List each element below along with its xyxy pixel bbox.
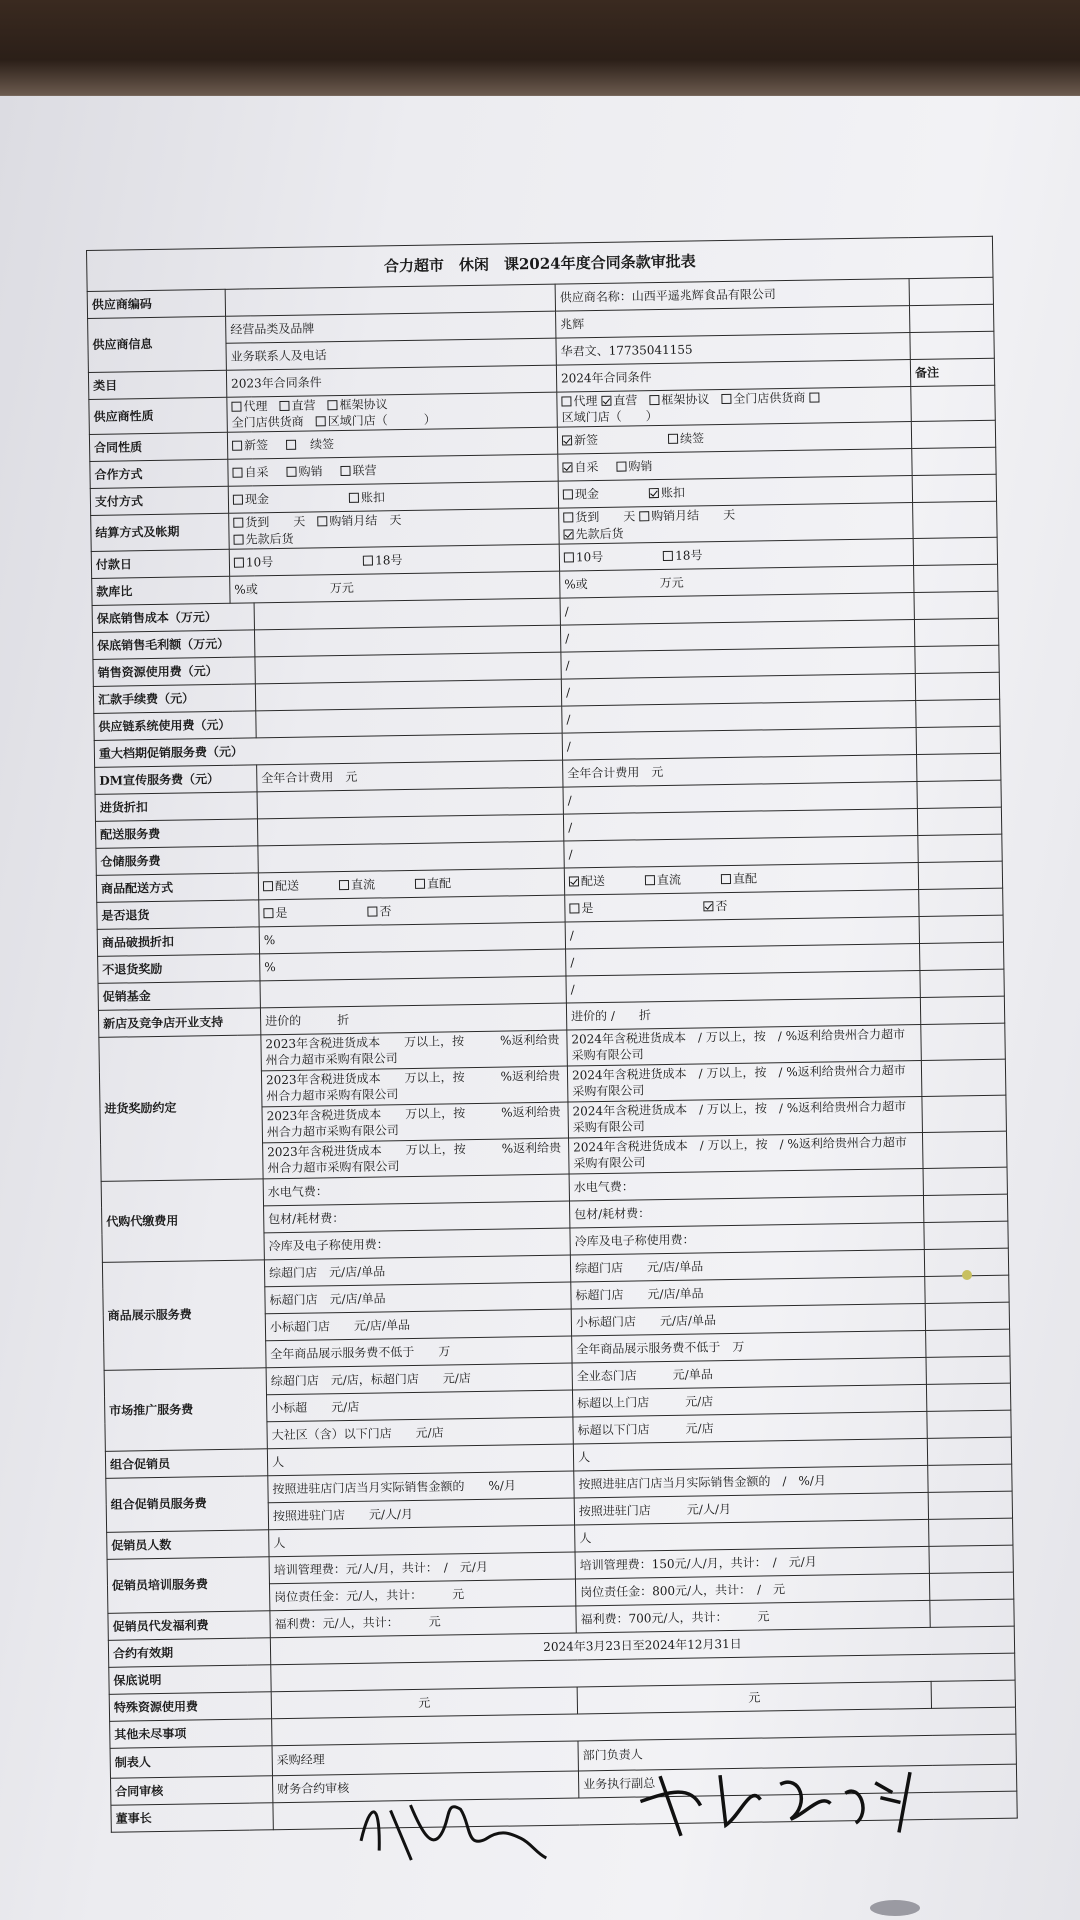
agency-utility: 水电气费： (263, 1174, 569, 1206)
label-category-brand: 经营品类及品牌 (226, 311, 556, 343)
reward-2024: 2024年含税进货成本 / 万以上，按 / %返利给贵州合力超市采购有限公司 (567, 1060, 922, 1102)
checkbox[interactable] (279, 401, 289, 411)
slash: / (566, 943, 920, 976)
display-2023: 小标超门店 元/店/单品 (265, 1309, 571, 1341)
signature-purchase (350, 1778, 561, 1871)
approval-form (86, 236, 1017, 1880)
label-contract-review: 合同审核 (111, 1776, 273, 1806)
label-training: 促销员培训服务费 (107, 1557, 270, 1614)
reward-2024: 2024年含税进货成本 / 万以上，按 / %返利给贵州合力超市采购有限公司 (569, 1132, 924, 1174)
market-2024: 标超以下门店 元/店 (573, 1411, 927, 1444)
label-purchase-discount: 进货折扣 (95, 792, 257, 822)
welfare-2023: 福利费：元/人，共计： 元 (270, 1606, 576, 1638)
market-2023: 综超门店 元/店，标超门店 元/店 (266, 1363, 572, 1395)
label-valid: 合约有效期 (108, 1638, 270, 1668)
slash: / (561, 646, 915, 679)
reward-2024: 2024年含税进货成本 / 万以上，按 / %返利给贵州合力超市采购有限公司 (568, 1096, 923, 1138)
label-promoter-count: 促销员人数 (107, 1530, 269, 1560)
agency-packing: 包材/耗材费： (569, 1195, 923, 1228)
slash: / (563, 808, 917, 841)
slash: / (560, 592, 914, 625)
label-remit-fee: 汇款手续费（元） (93, 684, 255, 714)
checkbox[interactable] (286, 440, 296, 450)
combo-fee-2024: 按照进驻店门店当月实际销售金额的 / %/月 (574, 1465, 928, 1498)
person: 人 (267, 1444, 573, 1476)
combo-fee-2024: 按照进驻门店 元/人/月 (574, 1492, 928, 1525)
checkbox-checked[interactable] (562, 463, 572, 473)
label-returnable: 是否退货 (97, 900, 259, 930)
slash: / (560, 619, 914, 652)
checkbox[interactable] (286, 467, 296, 477)
slash: / (562, 700, 916, 733)
label-festival-promo: 重大档期促销服务费（元） (94, 733, 562, 767)
checkbox-checked[interactable] (703, 901, 713, 911)
checkbox[interactable] (340, 466, 350, 476)
checkbox[interactable] (367, 906, 377, 916)
checkbox[interactable] (721, 874, 731, 884)
label-guaranteed-cost: 保底销售成本（万元） (92, 603, 254, 633)
ink-blot (870, 1900, 920, 1916)
agency-utility: 水电气费： (569, 1168, 923, 1201)
checkbox[interactable] (232, 441, 242, 451)
checkbox[interactable] (317, 517, 327, 527)
label-promo-fund: 促销基金 (98, 981, 260, 1011)
combo-fee-2023: 按照进驻店门店当月实际销售金额的 %/月 (268, 1471, 574, 1503)
person: 人 (575, 1519, 929, 1552)
checkbox-checked[interactable] (569, 876, 579, 886)
ink-blot (962, 1270, 972, 1280)
label-nature: 供应商性质 (89, 397, 228, 435)
checkbox[interactable] (569, 903, 579, 913)
label-board: 董事长 (111, 1803, 273, 1833)
label-coop: 合作方式 (90, 460, 228, 489)
supplier-name: 供应商名称：山西平遥兆辉食品有限公司 (555, 279, 909, 312)
checkbox[interactable] (234, 557, 244, 567)
form-table: 合力超市 休闲 课2024年度合同条款审批表 供应商编码 供应商名称：山西平遥兆辉食品有限公司 供应商信息 经营品类及品牌 兆辉 业务联系人及电话 华君文、17735041155 类目 2023年合同条件 2024年合同条件 备注 供应商性质 代理 直营 框架协议 全门店供货商 区域门店（ ） 代理 直营 框架协议 全门店供货商 区域门店（ ） 合同性质 新签 续签 新签 续签 合作方式 自采 购销 联营 自采 购销 支付方式 现金 账扣 现金 账扣 结算方式及帐期 货到 天 购销月结 天 先款后货 货到 天 购销月结 天 先款后货 付款日 10号 18号 10号 18号 款库比 %或 万元 %或 万元 保底销售成本（万元） / 保底销售毛利额（万元） / 销售资源使用费（元） / 汇款手续费（元） / 供应链系统使用费（元） / 重大档期促销服务费（元） / DM宣传服务费（元） 全年合计费用 元 全年合计费用 元 进货折扣 / 配送服务费 / 仓储服务费 / 商品配送方式 配送 直流 直配 配送 直流 直配 是否退货 是 否 是 否 商品破损折扣 % / 不退货奖励 % / 促销基金 / 新店及竞争店开业支持 进价的 折 进价的 / 折 进货奖励约定 2023年含税进货成本 万以上，按 %返利给贵州合力超市采购有限公司 2024年含税进货成本 / 万以上，按 / %返利给贵州合力超市采购有限公司 2023年含税进货成本 万以上，按 %返利给贵州合力超市采购有限公司 2024年含税进货成本 / 万以上，按 / %返利给贵州合力超市采购有限公司 2023年含税进货成本 万以上，按 %返利给贵州合力超市采购有限公司 2024年含税进货成本 / 万以上，按 / %返利给贵州合力超市采购有限公司 2023年含税进货成本 万以上，按 %返利给贵州合力超市采购有限公司 2024年含税进货成本 / 万以上，按 / %返利给贵州合力超市采购有限公司 代购代缴费用 水电气费： 水电气费： 包材/耗材费： 包材/耗材费： 冷库及电子称使用费： 冷库及电子称使用费： 商品展示服务费 综超门店 元/店/单品 综超门店 元/店/单品 标超门店 元/店/单品 标超门店 元/店/单品 小标超门店 元/店/单品 小标超门店 元/店/单品 全年商品展示服务费不低于 万 全年商品展示服务费不低于 万 市场推广服务费 综超门店 元/店，标超门店 元/店 全业态门店 元/单品 小标超 元/店 标超以上门店 元/店 大社区（含）以下门店 元/店 标超以下门店 元/店 组合促销员 人 人 组合促销员服务费 按照进驻店门店当月实际销售金额的 %/月 按照进驻店门店当月实际销售金额的 / %/月 按照进驻门店 元/人/月 按照进驻门店 元/人/月 促销员人数 人 人 促销员培训服务费 培训管理费：元/人/月，共计： / 元/月 培训管理费：150元/人/月，共计： / 元/月 岗位责任金：元/人，共计： 元 岗位责任金：800元/人，共计： / 元 促销员代发福利费 福利费：元/人，共计： 元 福利费：700元/人，共计： 元 合约有效期 2024年3月23日至2024年12月31日 保底说明 特殊资源使用费 元 元 其他未尽事项 制表人 采购经理 部门负责人 合同审核 财务合约审核 业务执行副总 董事长 (86, 236, 1018, 1833)
label-ratio: 款库比 (92, 576, 230, 605)
label-market: 市场推广服务费 (104, 1368, 267, 1452)
label-purchase-reward: 进货奖励约定 (99, 1035, 263, 1182)
checkbox[interactable] (327, 400, 337, 410)
checkbox[interactable] (721, 394, 731, 404)
label-item: 类目 (88, 370, 226, 399)
slash: / (563, 781, 917, 814)
contact-value: 华君文、17735041155 (556, 333, 910, 366)
checkbox[interactable] (563, 513, 573, 523)
special-2023: 元 (271, 1687, 577, 1719)
checkbox[interactable] (809, 393, 819, 403)
checkbox[interactable] (263, 881, 273, 891)
market-2023: 大社区（含）以下门店 元/店 (267, 1417, 573, 1449)
special-2024: 元 (577, 1681, 931, 1714)
label-supply-chain: 供应链系统使用费（元） (94, 711, 256, 741)
training-2024: 培训管理费：150元/人/月，共计： / 元/月 (575, 1546, 929, 1579)
display-2023: 综超门店 元/店/单品 (264, 1255, 570, 1287)
label-no-return: 不退货奖励 (98, 954, 260, 984)
checkbox[interactable] (563, 490, 573, 500)
label-storage-fee: 仓储服务费 (96, 846, 258, 876)
brand-value: 兆辉 (556, 306, 910, 339)
checkbox[interactable] (663, 550, 673, 560)
checkbox[interactable] (649, 395, 659, 405)
checkbox[interactable] (233, 534, 243, 544)
combo-fee-2023: 按照进驻门店 元/人/月 (268, 1498, 574, 1530)
checkbox[interactable] (349, 493, 359, 503)
training-2023: 培训管理费：元/人/月，共计： / 元/月 (269, 1552, 575, 1584)
header-2024: 2024年合同条件 (556, 360, 910, 393)
slash: / (566, 970, 920, 1003)
label-guarantee: 保底说明 (109, 1665, 271, 1695)
discount-2024: 进价的 / 折 (566, 997, 920, 1030)
label-guaranteed-margin: 保底销售毛利额（万元） (93, 630, 255, 660)
label-combo-fee: 组合促销员服务费 (106, 1476, 269, 1533)
form-title: 合力超市 休闲 课2024年度合同条款审批表 (87, 236, 994, 291)
pct: % (260, 949, 566, 981)
training-2024: 岗位责任金：800元/人，共计： / 元 (575, 1573, 929, 1606)
display-2024: 综超门店 元/店/单品 (570, 1249, 924, 1282)
person: 人 (573, 1438, 927, 1471)
slash: / (564, 835, 918, 868)
welfare-2024: 福利费：700元/人，共计： 元 (576, 1600, 930, 1633)
training-2023: 岗位责任金：元/人，共计： 元 (269, 1579, 575, 1611)
finance-review: 财务合约审核 (272, 1771, 578, 1803)
display-2023: 全年商品展示服务费不低于 万 (266, 1336, 572, 1368)
display-2024: 小标超门店 元/店/单品 (571, 1303, 925, 1336)
label-other: 其他未尽事项 (110, 1719, 272, 1749)
label-dm-fee: DM宣传服务费（元） (95, 765, 257, 795)
checkbox[interactable] (639, 512, 649, 522)
slash: / (565, 916, 919, 949)
label-settlement: 结算方式及帐期 (91, 514, 230, 552)
checkbox[interactable] (233, 518, 243, 528)
checkbox[interactable] (668, 434, 678, 444)
reward-2023: 2023年含税进货成本 万以上，按 %返利给贵州合力超市采购有限公司 (261, 1066, 568, 1107)
label-preparer: 制表人 (110, 1746, 272, 1779)
label-display: 商品展示服务费 (102, 1260, 266, 1371)
nature-2023: 代理 直营 框架协议 全门店供货商 区域门店（ ） (227, 392, 558, 433)
checkbox[interactable] (561, 396, 571, 406)
valid-period: 2024年3月23日至2024年12月31日 (270, 1626, 1014, 1665)
label-agency: 代购代缴费用 (101, 1179, 264, 1263)
market-2023: 小标超 元/店 (267, 1390, 573, 1422)
label-combo: 组合促销员 (105, 1449, 267, 1479)
label-damage: 商品破损折扣 (97, 927, 259, 957)
signature-dept-head (630, 1742, 932, 1847)
checkbox-checked[interactable] (601, 396, 611, 406)
label-special: 特殊资源使用费 (109, 1692, 271, 1722)
checkbox[interactable] (233, 495, 243, 505)
agency-cold: 冷库及电子称使用费： (570, 1222, 924, 1255)
slash: / (561, 673, 915, 706)
checkbox-checked[interactable] (562, 436, 572, 446)
checkbox[interactable] (363, 555, 373, 565)
checkbox-checked[interactable] (563, 529, 573, 539)
label-welfare: 促销员代发福利费 (108, 1611, 270, 1641)
label-supplier-info: 供应商信息 (88, 316, 227, 372)
checkbox-checked[interactable] (649, 488, 659, 498)
label-new-store: 新店及竞争店开业支持 (98, 1008, 260, 1038)
display-2023: 标超门店 元/店/单品 (265, 1282, 571, 1314)
label-delivery-mode: 商品配送方式 (96, 873, 258, 903)
person: 人 (269, 1525, 575, 1557)
checkbox[interactable] (339, 880, 349, 890)
purchase-manager: 采购经理 (272, 1741, 578, 1776)
slash: / (562, 727, 916, 760)
label-delivery-fee: 配送服务费 (95, 819, 257, 849)
label-payment: 支付方式 (90, 487, 228, 516)
market-2024: 标超以上门店 元/店 (572, 1384, 926, 1417)
market-2024: 全业态门店 元/单品 (572, 1357, 926, 1390)
label-payday: 付款日 (91, 549, 229, 578)
reward-2023: 2023年含税进货成本 万以上，按 %返利给贵州合力超市采购有限公司 (261, 1030, 568, 1071)
discount-2023: 进价的 折 (260, 1003, 566, 1035)
label-sales-resource: 销售资源使用费（元） (93, 657, 255, 687)
agency-cold: 冷库及电子称使用费： (264, 1228, 570, 1260)
header-2023: 2023年合同条件 (226, 365, 556, 397)
dept-head: 部门负责人 (578, 1734, 1016, 1771)
checkbox[interactable] (645, 875, 655, 885)
checkbox[interactable] (415, 878, 425, 888)
nature-2024: 代理 直营 框架协议 全门店供货商 区域门店（ ） (557, 387, 912, 428)
checkbox[interactable] (263, 908, 273, 918)
label-contract-nature: 合同性质 (89, 433, 227, 462)
reward-2023: 2023年含税进货成本 万以上，按 %返利给贵州合力超市采购有限公司 (262, 1102, 569, 1143)
checkbox[interactable] (616, 462, 626, 472)
reward-2024: 2024年含税进货成本 / 万以上，按 / %返利给贵州合力超市采购有限公司 (567, 1024, 922, 1066)
biz-vp: 业务执行副总 (578, 1764, 1016, 1798)
label-contact: 业务联系人及电话 (226, 338, 556, 370)
reward-2023: 2023年含税进货成本 万以上，按 %返利给贵州合力超市采购有限公司 (263, 1138, 570, 1179)
checkbox[interactable] (316, 416, 326, 426)
pct: % (259, 922, 565, 954)
checkbox[interactable] (564, 552, 574, 562)
display-2024: 标超门店 元/店/单品 (571, 1276, 925, 1309)
label-supplier-code: 供应商编码 (87, 289, 225, 318)
checkbox[interactable] (232, 468, 242, 478)
agency-packing: 包材/耗材费： (264, 1201, 570, 1233)
display-2024: 全年商品展示服务费不低于 万 (572, 1330, 926, 1363)
header-remark: 备注 (910, 358, 994, 386)
checkbox[interactable] (231, 402, 241, 412)
